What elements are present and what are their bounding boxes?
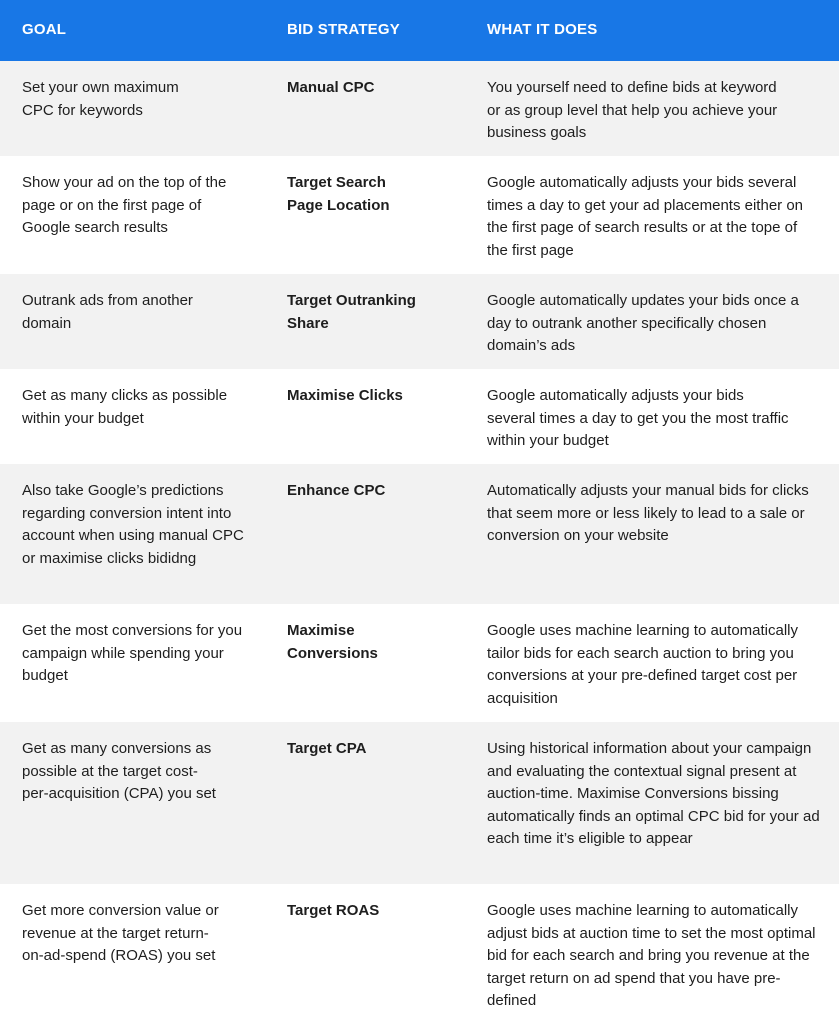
strategy-cell: Manual CPC (287, 79, 375, 96)
goal-cell: Show your ad on the top of the page or on the first page of Google search results (22, 174, 227, 236)
description-cell: Automatically adjusts your manual bids for clicks that seem more or less likely to lead to a sale or conversion on your website (487, 482, 809, 544)
goal-cell: Also take Google’s predictions regarding conversion intent into account when using manual CPC or maximise clicks bididng (22, 482, 244, 567)
description-cell: Google uses machine learning to automatically tailor bids for each search auction to bring you conversions at your pre-defined target cost per acquisition (487, 622, 799, 707)
table-row (0, 369, 839, 464)
description-cell: Google automatically adjusts your bids several times a day to get your ad placements either on the first page of search results or at the tope of the first page (487, 174, 804, 259)
goal-cell: Get the most conversions for you campaign while spending your budget (22, 622, 243, 684)
goal-cell: Outrank ads from another domain (22, 292, 193, 332)
table-row (0, 604, 839, 722)
description-cell: Using historical information about your campaign and evaluating the contextual signal present at auction-time. Maximise Conversions bissing automatically finds an optimal CPC bid for your ad each time it’s eligible to appear (487, 740, 820, 847)
header-what-it-does: WHAT IT DOES (487, 21, 598, 38)
strategy-cell: Target Outranking Share (287, 292, 416, 332)
strategy-cell: Maximise Clicks (287, 387, 403, 404)
description-cell: Google uses machine learning to automatically adjust bids at auction time to set the most optimal bid for each search and bring you revenue at the target return on ad spend that you have pre-defined (487, 902, 816, 1009)
table-row (0, 61, 839, 156)
table-row (0, 722, 839, 884)
goal-cell: Get as many conversions as possible at the target cost-per-acquisition (CPA) you set (22, 740, 216, 802)
table-row (0, 464, 839, 604)
description-cell: Google automatically updates your bids once a day to outrank another specifically chosen domain’s ads (487, 292, 799, 354)
goal-cell: Get more conversion value or revenue at the target return-on-ad-spend (ROAS) you set (22, 902, 219, 964)
header-bid-strategy: BID STRATEGY (287, 21, 400, 38)
table-row (0, 274, 839, 369)
table-row (0, 156, 839, 274)
strategy-cell: Target ROAS (287, 902, 380, 919)
strategy-cell: Maximise Conversions (287, 622, 378, 662)
strategy-cell: Target CPA (287, 740, 367, 757)
strategy-cell: Enhance CPC (287, 482, 386, 499)
table-header (0, 0, 839, 61)
header-goal: GOAL (22, 21, 67, 38)
description-cell: Google automatically adjusts your bids several times a day to get you the most traffic within your budget (487, 387, 789, 449)
table-row (0, 884, 839, 1024)
goal-cell: Set your own maximum CPC for keywords (22, 79, 179, 119)
strategy-cell: Target Search Page Location (287, 174, 390, 214)
description-cell: You yourself need to define bids at keyword or as group level that help you achieve your business goals (487, 79, 778, 141)
goal-cell: Get as many clicks as possible within your budget (22, 387, 228, 427)
